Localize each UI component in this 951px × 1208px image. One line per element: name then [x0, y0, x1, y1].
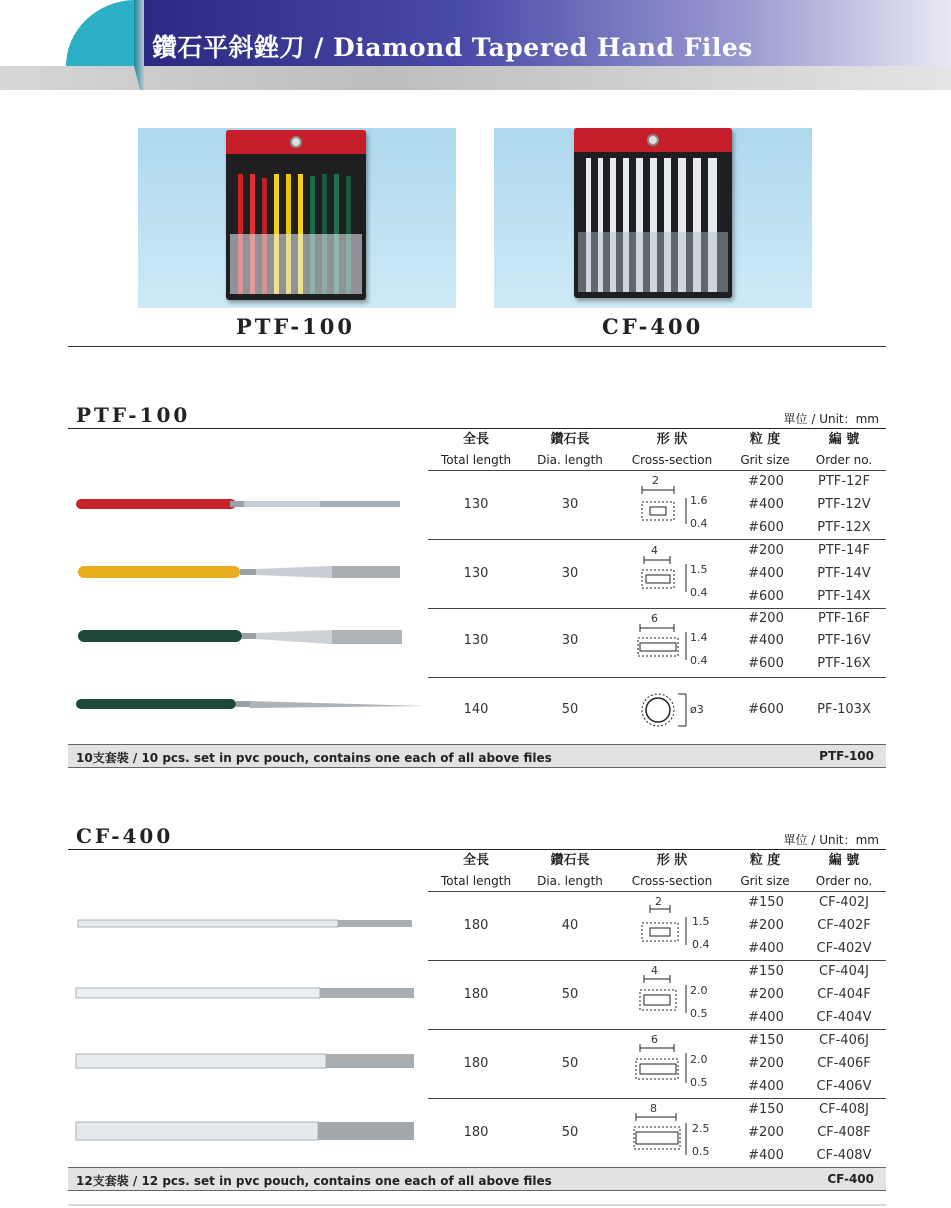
- divider: [68, 346, 886, 347]
- grit-value: #200: [748, 1056, 784, 1071]
- set-description: 12支套裝 / 12 pcs. set in pvc pouch, contains one each of all above files: [76, 1174, 552, 1188]
- page-title: 鑽石平斜銼刀 / Diamond Tapered Hand Files: [152, 33, 753, 62]
- ptf-set-footer: [68, 744, 886, 768]
- header-cross-section: 形 狀 Cross-section: [631, 853, 713, 888]
- order-number: PTF-16V: [817, 633, 871, 648]
- dia-length-value: 30: [561, 497, 579, 512]
- cf-400-photo-label: CF-400: [602, 314, 704, 339]
- round-cross-section-icon: [642, 694, 686, 726]
- header-grit-size: 粒 度 Grit size: [740, 853, 790, 888]
- total-length-value: 180: [463, 918, 489, 933]
- cross-section-icon: [642, 905, 686, 945]
- pouch-image: [574, 128, 732, 298]
- set-description: 10支套裝 / 10 pcs. set in pvc pouch, contains one each of all above files: [76, 751, 552, 765]
- cf-file-408: [76, 1122, 414, 1140]
- cross-section-icon: [642, 486, 686, 524]
- header-dia-length: 鑽石長 Dia. length: [537, 853, 603, 888]
- order-number: CF-408F: [817, 1125, 871, 1140]
- total-length-value: 130: [463, 633, 489, 648]
- grit-value: #150: [748, 964, 784, 979]
- file-red-handle: [76, 499, 400, 509]
- dim-height: 2.0: [690, 1053, 708, 1066]
- grit-value: #400: [748, 633, 784, 648]
- total-length-value: 130: [463, 566, 489, 581]
- order-number: CF-404J: [819, 964, 869, 979]
- grit-value: #400: [748, 1079, 784, 1094]
- dia-length-value: 40: [561, 918, 579, 933]
- cf-400-photo: [494, 128, 812, 308]
- dim-height: 2.0: [690, 984, 708, 997]
- dim-thickness: 0.5: [690, 1007, 708, 1020]
- grit-value: #200: [748, 987, 784, 1002]
- header-total-length: 全長 Total length: [440, 853, 512, 888]
- grit-value: #200: [748, 1125, 784, 1140]
- order-number: CF-408J: [819, 1102, 869, 1117]
- dim-thickness: 0.4: [692, 938, 710, 951]
- set-code: CF-400: [827, 1172, 874, 1186]
- total-length-value: 130: [463, 497, 489, 512]
- dim-width: 2: [655, 895, 662, 908]
- ptf-100-photo-label: PTF-100: [236, 314, 355, 339]
- cross-section-icon: [634, 1113, 686, 1155]
- dim-thickness: 0.5: [690, 1076, 708, 1089]
- file-needle-handle: [76, 699, 425, 709]
- dia-length-value: 50: [561, 1125, 579, 1140]
- header-banner: [0, 0, 951, 92]
- grit-value: #400: [748, 1010, 784, 1025]
- banner-tab-decoration: [66, 0, 144, 66]
- cf-file-406: [76, 1054, 414, 1068]
- table-top-rule: [68, 428, 886, 429]
- pouch-image: [226, 130, 366, 300]
- dim-width: 4: [651, 544, 658, 557]
- order-number: PTF-12V: [817, 497, 871, 512]
- order-number: CF-402J: [819, 895, 869, 910]
- cf-file-402: [78, 920, 412, 927]
- order-number: CF-406J: [819, 1033, 869, 1048]
- dim-width: 6: [651, 612, 658, 625]
- grit-value: #200: [748, 474, 784, 489]
- order-number: PTF-12F: [818, 474, 870, 489]
- page-bottom-rule: [68, 1204, 886, 1206]
- dia-length-value: 30: [561, 633, 579, 648]
- total-length-value: 140: [463, 702, 489, 717]
- dia-length-value: 50: [561, 987, 579, 1002]
- grit-value: #400: [748, 1148, 784, 1163]
- header-grit-size: 粒 度 Grit size: [740, 432, 790, 467]
- order-number: PTF-12X: [817, 520, 871, 535]
- dim-height: 2.5: [692, 1122, 710, 1135]
- dia-length-value: 50: [561, 702, 579, 717]
- header-total-length: 全長 Total length: [440, 432, 512, 467]
- file-yellow-handle: [78, 566, 400, 578]
- header-order-no: 編 號 Order no.: [815, 853, 873, 888]
- cross-section-icon: [636, 1044, 686, 1083]
- ptf-100-photo: [138, 128, 456, 308]
- dim-thickness: 0.4: [690, 517, 708, 530]
- order-number: PTF-14V: [817, 566, 871, 581]
- unit-label: 單位 / Unit：mm: [783, 412, 879, 426]
- order-number: PTF-14F: [818, 543, 870, 558]
- dim-width: 6: [651, 1033, 658, 1046]
- cf-file-illustrations: [70, 892, 430, 1162]
- grit-value: #400: [748, 941, 784, 956]
- header-order-no: 編 號 Order no.: [815, 432, 873, 467]
- cross-section-icon: [640, 975, 686, 1013]
- dim-width: 8: [650, 1102, 657, 1115]
- dim-height: 1.5: [692, 915, 710, 928]
- dia-length-value: 30: [561, 566, 579, 581]
- order-number: CF-406V: [816, 1079, 872, 1094]
- dim-thickness: 0.4: [690, 654, 708, 667]
- grit-value: #200: [748, 918, 784, 933]
- order-number: PF-103X: [817, 702, 871, 717]
- order-number: CF-404V: [816, 1010, 872, 1025]
- unit-label: 單位 / Unit：mm: [783, 833, 879, 847]
- set-code: PTF-100: [819, 749, 874, 763]
- grit-value: #400: [748, 497, 784, 512]
- header-cross-section: 形 狀 Cross-section: [631, 432, 713, 467]
- dim-thickness: 0.5: [692, 1145, 710, 1158]
- row-rule: [428, 891, 886, 892]
- ptf-cross-sections: [630, 472, 730, 742]
- cf-file-404: [76, 988, 414, 998]
- grit-value: #600: [748, 520, 784, 535]
- total-length-value: 180: [463, 1056, 489, 1071]
- order-number: PTF-16F: [818, 611, 870, 626]
- grit-value: #200: [748, 543, 784, 558]
- total-length-value: 180: [463, 1125, 489, 1140]
- grit-value: #150: [748, 1033, 784, 1048]
- ptf-section-title: PTF-100: [76, 403, 191, 427]
- order-number: CF-408V: [816, 1148, 872, 1163]
- order-number: CF-404F: [817, 987, 871, 1002]
- dim-width: 4: [651, 964, 658, 977]
- dia-length-value: 50: [561, 1056, 579, 1071]
- dim-height: 1.5: [690, 563, 708, 576]
- cross-section-icon: [642, 556, 686, 592]
- dim-width: 2: [652, 474, 659, 487]
- ptf-file-illustrations: [70, 470, 430, 742]
- header-dia-length: 鑽石長 Dia. length: [537, 432, 603, 467]
- grit-value: #150: [748, 1102, 784, 1117]
- cf-cross-sections: [630, 893, 730, 1163]
- order-number: CF-402V: [816, 941, 872, 956]
- table-top-rule: [68, 849, 886, 850]
- grit-value: #600: [748, 589, 784, 604]
- grit-value: #150: [748, 895, 784, 910]
- total-length-value: 180: [463, 987, 489, 1002]
- order-number: CF-406F: [817, 1056, 871, 1071]
- grit-value: #600: [748, 656, 784, 671]
- order-number: CF-402F: [817, 918, 871, 933]
- order-number: PTF-16X: [817, 656, 871, 671]
- dim-height: 1.4: [690, 631, 708, 644]
- file-green-handle: [78, 630, 402, 644]
- dim-thickness: 0.4: [690, 586, 708, 599]
- grit-value: #400: [748, 566, 784, 581]
- cf-set-footer: [68, 1167, 886, 1191]
- dim-height: 1.6: [690, 494, 708, 507]
- grit-value: #600: [748, 702, 784, 717]
- dim-diameter: ø3: [690, 703, 704, 716]
- order-number: PTF-14X: [817, 589, 871, 604]
- grit-value: #200: [748, 611, 784, 626]
- cf-section-title: CF-400: [76, 824, 174, 848]
- row-rule: [428, 470, 886, 471]
- cross-section-icon: [638, 624, 686, 660]
